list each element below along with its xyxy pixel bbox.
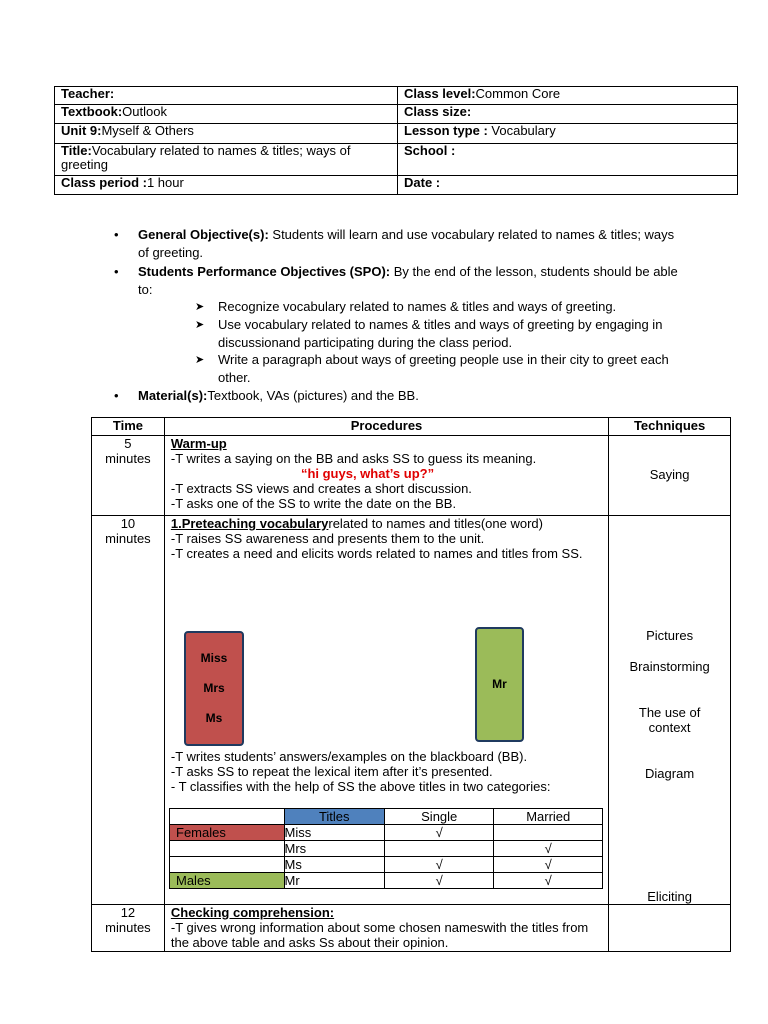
table-row — [92, 905, 731, 952]
title-cell: Ms — [284, 857, 384, 873]
date-cell: Date : — [398, 176, 738, 195]
category-cell: Females — [170, 825, 285, 841]
technique-cell: Pictures Brainstorming The use of context Diagram Eliciting — [609, 516, 731, 905]
table-row — [170, 841, 603, 857]
textbook-cell: Textbook:Outlook — [55, 105, 398, 124]
married-cell: √ — [494, 857, 603, 873]
lesson-type-cell: Lesson type : Vocabulary — [398, 124, 738, 144]
class-period-cell: Class period :1 hour — [55, 176, 398, 195]
title-cell: Miss — [284, 825, 384, 841]
single-cell: √ — [384, 825, 494, 841]
bullet-icon: • — [114, 264, 119, 279]
single-cell: √ — [384, 857, 494, 873]
time-cell: 10 minutes — [92, 516, 165, 905]
title-cell: Mrs — [284, 841, 384, 857]
table-row — [170, 825, 603, 841]
procedure-cell: 1.Preteaching vocabularyrelated to names and titles(one word) -T raises SS awareness and presents them to the unit. -T creates a need and elicits words related to names and titles from SS. -T writes students’ answers/examples on the blackboard (BB). -T asks SS to repeat the lexical item after it’s presented. - T classifies with the help of SS the above titles in two categories: — [164, 516, 608, 905]
bullet-icon: • — [114, 388, 119, 403]
bullet-icon: • — [114, 227, 119, 242]
titles-header: Titles — [284, 809, 384, 825]
table-row — [92, 436, 731, 516]
title-cell: Mr — [284, 873, 384, 889]
procedures-header: Procedures — [164, 418, 608, 436]
procedure-cell: Checking comprehension: -T gives wrong information about some chosen nameswith the titles from the above table and asks Ss about their opinion. — [164, 905, 608, 952]
single-cell: √ — [384, 873, 494, 889]
single-cell — [384, 841, 494, 857]
category-cell: Males — [170, 873, 285, 889]
arrow-bullet-icon: ➤ — [195, 354, 205, 366]
table-row — [170, 873, 603, 889]
table-row — [170, 857, 603, 873]
time-cell: 12 minutes — [92, 905, 165, 952]
arrow-bullet-icon: ➤ — [195, 301, 205, 313]
married-cell: √ — [494, 841, 603, 857]
class-level-cell: Class level:Common Core — [398, 87, 738, 105]
teacher-cell: Teacher: — [55, 87, 398, 105]
procedure-cell: Warm-up -T writes a saying on the BB and asks SS to guess its meaning. “hi guys, what’s up?” -T extracts SS views and creates a short discussion. -T asks one of the SS to write the date on the BB. — [164, 436, 608, 516]
school-cell: School : — [398, 144, 738, 176]
class-size-cell: Class size: — [398, 105, 738, 124]
title-cell: Title:Vocabulary related to names & titles; ways of greeting — [55, 144, 398, 176]
time-cell: 5 minutes — [92, 436, 165, 516]
category-cell — [170, 857, 285, 873]
techniques-header: Techniques — [609, 418, 731, 436]
single-header: Single — [384, 809, 494, 825]
arrow-bullet-icon: ➤ — [195, 319, 205, 331]
titles-table — [169, 808, 603, 889]
male-titles-card: Mr — [475, 627, 524, 742]
female-titles-card: Miss Mrs Ms — [184, 631, 244, 746]
married-cell — [494, 825, 603, 841]
unit-cell: Unit 9:Myself & Others — [55, 124, 398, 144]
time-header: Time — [92, 418, 165, 436]
married-header: Married — [494, 809, 603, 825]
category-cell — [170, 841, 285, 857]
lesson-info-table — [54, 86, 738, 195]
technique-cell: Saying — [609, 436, 731, 516]
technique-cell — [609, 905, 731, 952]
married-cell: √ — [494, 873, 603, 889]
